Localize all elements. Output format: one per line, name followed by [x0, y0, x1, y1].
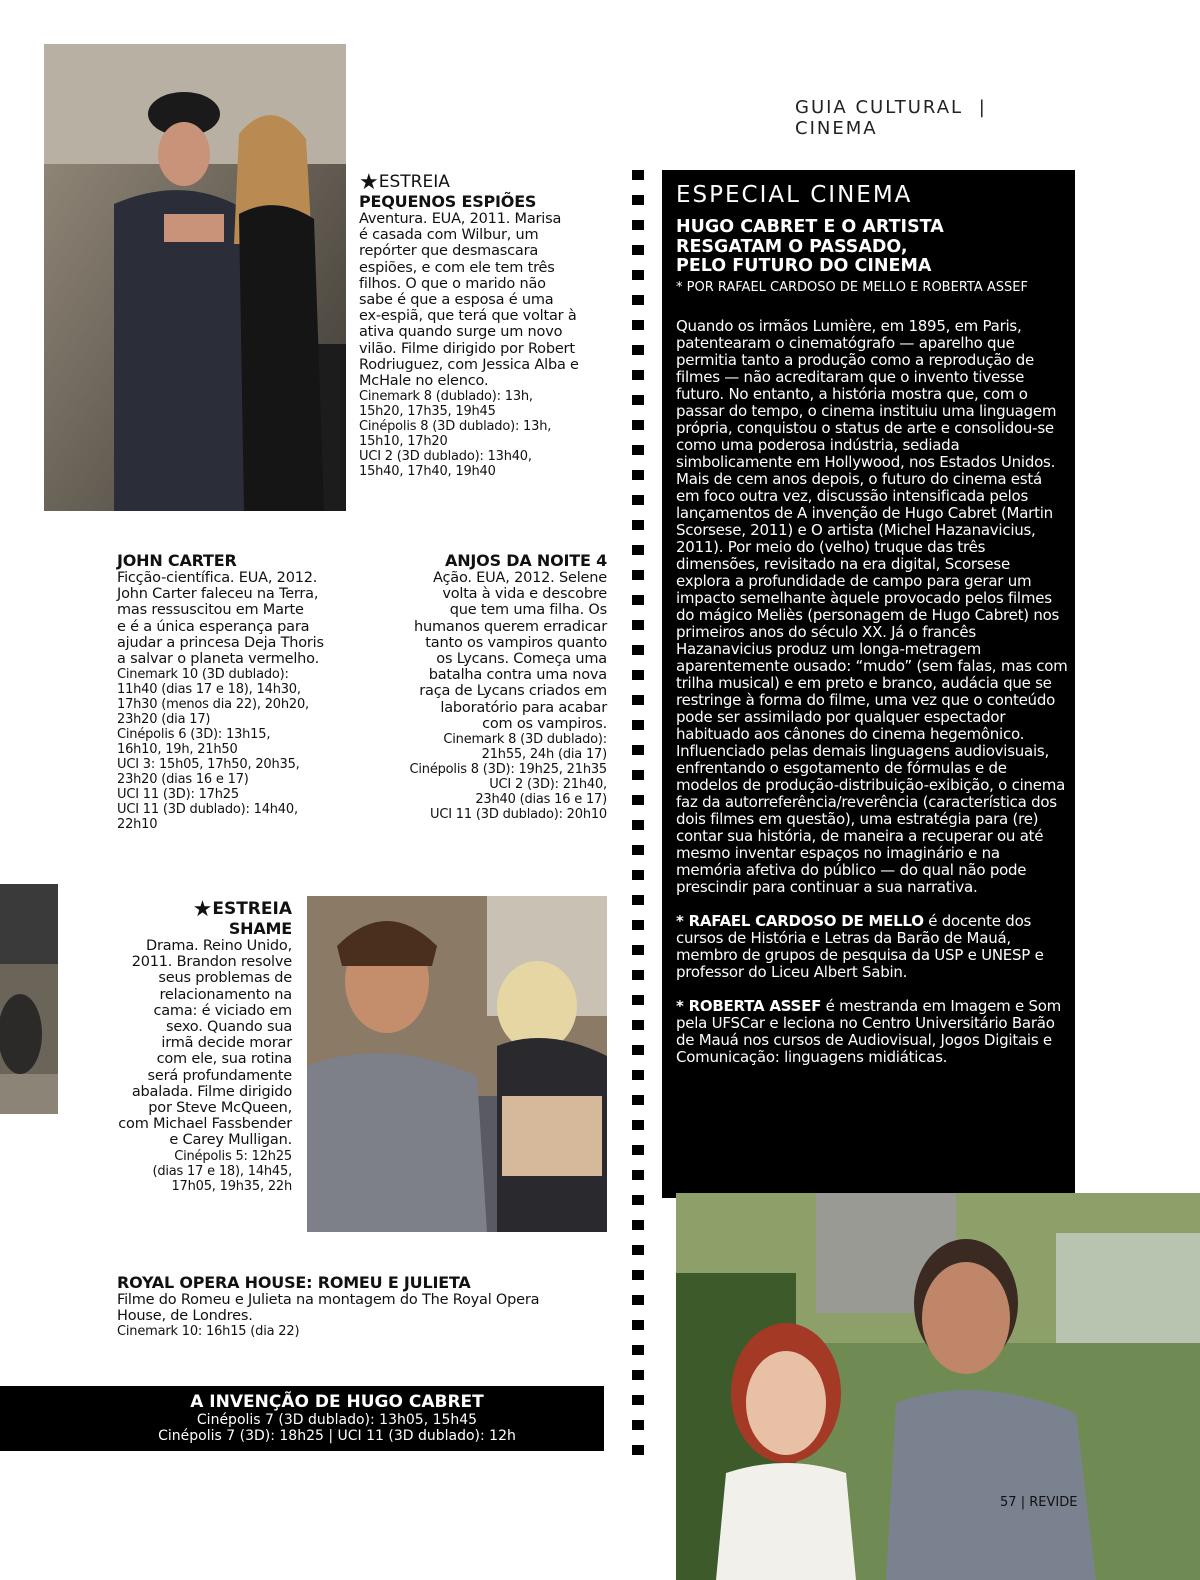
sprocket-hole [632, 720, 644, 730]
sprocket-hole [632, 445, 644, 455]
session-line: Cinépolis 5: 12h25 [174, 1148, 292, 1164]
session-line: Cinemark 8 (dublado): 13h, [359, 389, 533, 405]
sprocket-hole [632, 520, 644, 530]
synopsis-line: com ele, sua rotina [156, 1051, 292, 1068]
session-line: Cinemark 10: 16h15 (dia 22) [117, 1324, 300, 1340]
movie-john-carter [117, 551, 357, 832]
sprocket-hole [632, 1420, 644, 1430]
session-line: UCI 11 (3D dublado): 14h40, [117, 802, 298, 818]
synopsis-line: Drama. Reino Unido, [145, 938, 292, 954]
page-footer [1000, 1495, 1077, 1510]
session-line: 17h30 (menos dia 22), 20h20, [117, 697, 309, 713]
movie-royal-opera-house [117, 1273, 607, 1339]
sprocket-hole [632, 770, 644, 780]
movie-sessions [80, 1149, 292, 1194]
star-icon: ★ [192, 897, 213, 922]
sprocket-hole [632, 745, 644, 755]
session-line: UCI 11 (3D dublado): 20h10 [430, 807, 607, 823]
sprocket-hole [632, 820, 644, 830]
session-line: 11h40 (dias 17 e 18), 14h30, [117, 682, 301, 698]
synopsis-line: e é a única esperança para [117, 618, 310, 635]
movie-sessions [117, 667, 357, 832]
star-icon: ★ [359, 170, 379, 195]
sprocket-hole [632, 395, 644, 405]
sprocket-hole [632, 1145, 644, 1155]
session-line: Cinépolis 8 (3D dublado): 13h, [359, 419, 552, 435]
session-line: UCI 3: 15h05, 17h50, 20h35, [117, 757, 300, 773]
synopsis-line: raça de Lycans criados em [419, 683, 607, 700]
section-sublabel: CINEMA [795, 118, 878, 139]
panel-kicker: ESPECIAL CINEMA [676, 182, 913, 208]
synopsis-line: Rodriuguez, com Jessica Alba e [359, 356, 579, 373]
magazine-name: REVIDE [1029, 1495, 1078, 1510]
synopsis-line: espiões, e com ele tem três [359, 259, 555, 276]
sprocket-hole [632, 245, 644, 255]
session-line: UCI 2 (3D dublado): 13h40, [359, 449, 532, 465]
synopsis-line: por Steve McQueen, [148, 1100, 292, 1117]
movie-pequenos-espioes [359, 172, 599, 479]
synopsis-line: é casada com Wilbur, um [359, 227, 539, 244]
section-separator: | [978, 97, 987, 118]
movie-title: A INVENÇÃO DE HUGO CABRET [190, 1392, 484, 1412]
movie-synopsis [359, 211, 599, 389]
session-line: 23h20 (dias 16 e 17) [117, 772, 249, 788]
synopsis-line: os Lycans. Começa uma [436, 651, 607, 668]
session-line: 23h20 (dia 17) [117, 712, 211, 728]
synopsis-line: com Michael Fassbender [118, 1116, 292, 1133]
synopsis-line: relacionamento na [159, 986, 292, 1003]
sprocket-hole [632, 1220, 644, 1230]
article-paragraph: Quando os irmãos Lumière, em 1895, em Paris, patentearam o cinematógrafo — aparelho que permitia tanto a produção como a reprodução de filmes — não acreditaram que o invento tivesse futuro. No entanto, a história mostra que, com o passar do tempo, o cinema instituiu uma linguagem própria, conquistou o status de arte e consolidou-se como uma poderosa indústria, sediada simbolicamente em Hollywood, nos Estados Unidos. Mais de cem anos depois, o futuro do cinema está em foco outra vez, discussão intensificada pelos lançamentos de A invenção de Hugo Cabret (Martin Scorsese, 2011) e O artista (Michel Hazanavicius, 2011). Por meio do (velho) truque das três dimensões, revisitado na era digital, Scorsese explora a profundidade de campo para gerar um impacto semelhante àquele provocado pelos filmes do mágico Meliès (personagem de Hugo Cabret) nos primeiros anos do século XX. Já o francês Hazanavicius produz um longa-metragem aparentemente ousado: “mudo” (sem falas, mas com trilha musical) e em preto e branco, audácia que se restringe à forma do filme, uma vez que o conteúdo pode ser assimilado por qualquer espectador habituado aos cânones do cinema hegemônico. Influenciado pelas demais linguagens audiovisuais, enfrentando o esgotamento de fórmulas e de modelos de produção-distribuição-exibição, o cinema faz da autorreferência/reverência (característica dos dois filmes em questão), uma estratégia para (re) contar sua história, de maneira a recuperar ou até mesmo inventar espaços no imaginário e na memória afetiva do público — do qual não pode prescindir para continuar a sua narrativa. [676, 317, 1068, 896]
sprocket-hole [632, 345, 644, 355]
synopsis-line: abalada. Filme dirigido [131, 1083, 292, 1100]
sprocket-hole [632, 1170, 644, 1180]
sprocket-hole [632, 195, 644, 205]
movie-synopsis [117, 1292, 607, 1324]
movie-title: PEQUENOS ESPIÕES [359, 192, 537, 211]
synopsis-line: House, de Londres. [117, 1308, 253, 1325]
session-line: Cinemark 8 (3D dublado): [443, 732, 607, 748]
page-number: 57 [1000, 1495, 1017, 1510]
synopsis-line: Aventura. EUA, 2011. Marisa [359, 211, 562, 227]
synopsis-line: a salvar o planeta vermelho. [117, 651, 319, 668]
footer-separator: | [1020, 1495, 1026, 1510]
sprocket-hole [632, 545, 644, 555]
sprocket-hole [632, 320, 644, 330]
sprocket-hole [632, 1045, 644, 1055]
session-line: 16h10, 19h, 21h50 [117, 742, 238, 758]
sprocket-hole [632, 595, 644, 605]
movie-synopsis [80, 938, 292, 1149]
session-line: Cinépolis 6 (3D): 13h15, [117, 727, 271, 743]
session-line: 17h05, 19h35, 22h [171, 1178, 292, 1194]
synopsis-line: e Carey Mulligan. [169, 1132, 292, 1149]
synopsis-line: McHale no elenco. [359, 373, 489, 390]
sprocket-hole [632, 1295, 644, 1305]
cropped-photo-left [0, 884, 58, 1114]
movie-anjos-da-noite-4 [365, 551, 607, 822]
sprocket-hole [632, 495, 644, 505]
synopsis-line: será profundamente [147, 1067, 292, 1084]
movie-sessions [359, 389, 599, 479]
sprocket-hole [632, 1070, 644, 1080]
session-line: 23h40 (dias 16 e 17) [475, 792, 607, 808]
synopsis-line: sexo. Quando sua [166, 1019, 292, 1036]
synopsis-line: filhos. O que o marido não [359, 275, 546, 292]
session-line: 21h55, 24h (dia 17) [481, 747, 607, 763]
synopsis-line: humanos querem erradicar [414, 618, 607, 635]
sprocket-hole [632, 870, 644, 880]
movie-title: ANJOS DA NOITE 4 [445, 551, 607, 570]
sprocket-hole [632, 1020, 644, 1030]
synopsis-line: que tem uma filha. Os [449, 602, 607, 619]
sprocket-hole [632, 1370, 644, 1380]
synopsis-line: Ação. EUA, 2012. Selene [433, 570, 607, 586]
sprocket-hole [632, 1320, 644, 1330]
synopsis-line: ativa quando surge um novo [359, 324, 563, 341]
author-bio [676, 913, 1068, 981]
panel-body [676, 318, 1068, 1083]
sprocket-hole [632, 1095, 644, 1105]
session-line: Cinépolis 8 (3D): 19h25, 21h35 [409, 762, 607, 778]
sprocket-hole [632, 1120, 644, 1130]
session-line: UCI 11 (3D): 17h25 [117, 787, 239, 803]
synopsis-line: seus problemas de [158, 970, 292, 987]
sprocket-hole [632, 570, 644, 580]
synopsis-line: Ficção-científica. EUA, 2012. [117, 570, 318, 586]
headline-line: RESGATAM O PASSADO, [676, 236, 908, 257]
synopsis-line: sabe é que a esposa é uma [359, 292, 554, 309]
sprocket-hole [632, 645, 644, 655]
session-line: Cinépolis 7 (3D): 18h25 | UCI 11 (3D dublado): 12h [158, 1428, 516, 1444]
author-bio [676, 998, 1068, 1066]
hugo-cabret-bar [0, 1386, 604, 1451]
section-header [795, 97, 1085, 139]
sprocket-hole [632, 895, 644, 905]
pequenos-espioes-photo [44, 44, 346, 511]
movie-synopsis [117, 570, 357, 667]
panel-byline: * POR RAFAEL CARDOSO DE MELLO E ROBERTA ASSEF [676, 280, 1028, 295]
synopsis-line: ajudar a princesa Deja Thoris [117, 634, 324, 651]
session-line: UCI 2 (3D): 21h40, [489, 777, 607, 793]
synopsis-line: John Carter faleceu na Terra, [117, 586, 319, 603]
sprocket-hole [632, 620, 644, 630]
sprocket-hole [632, 420, 644, 430]
session-line: Cinépolis 7 (3D dublado): 13h05, 15h45 [196, 1412, 478, 1428]
sprocket-hole [632, 1195, 644, 1205]
session-line: 15h40, 17h40, 19h40 [359, 464, 496, 480]
sprocket-hole [632, 1395, 644, 1405]
synopsis-line: irmã decide morar [161, 1035, 292, 1052]
headline-line: PELO FUTURO DO CINEMA [676, 256, 932, 276]
sprocket-hole [632, 270, 644, 280]
sprocket-hole [632, 1445, 644, 1455]
synopsis-line: mas ressuscitou em Marte [117, 602, 304, 619]
synopsis-line: vilão. Filme dirigido por Robert [359, 340, 575, 357]
sprocket-hole [632, 220, 644, 230]
session-line: 22h10 [117, 817, 158, 833]
synopsis-line: volta à vida e descobre [442, 586, 607, 603]
sprocket-hole [632, 1245, 644, 1255]
authors-photo [676, 1193, 1200, 1580]
sprocket-hole [632, 995, 644, 1005]
movie-title: SHAME [228, 919, 292, 938]
synopsis-line: com os vampiros. [482, 715, 607, 732]
synopsis-line: ex-espiã, que terá que voltar à [359, 308, 577, 325]
sprocket-hole [632, 1270, 644, 1280]
session-line: 15h20, 17h35, 19h45 [359, 404, 496, 420]
synopsis-line: tanto os vampiros quanto [425, 634, 607, 651]
synopsis-line: Filme do Romeu e Julieta na montagem do The Royal Opera [117, 1292, 540, 1308]
author-bio-text: é mestranda em Imagem e Som pela UFSCar e leciona no Centro Universitário Barão de Mauá nos cursos de Audiovisual, Jogos Digitais e Comunicação: linguagens midiáticas. [676, 997, 1062, 1066]
sprocket-hole [632, 970, 644, 980]
sprocket-hole [632, 795, 644, 805]
author-name: * ROBERTA ASSEF [676, 997, 822, 1015]
sprocket-hole [632, 470, 644, 480]
premiere-tag: ESTREIA [378, 172, 450, 192]
sprocket-hole [632, 670, 644, 680]
panel-headline [676, 218, 1066, 277]
movie-shame [80, 899, 292, 1194]
premiere-tag: ESTREIA [212, 899, 292, 919]
movie-sessions [117, 1324, 607, 1339]
session-line: Cinemark 10 (3D dublado): [117, 667, 289, 683]
sprocket-hole [632, 945, 644, 955]
shame-photo [307, 896, 607, 1232]
synopsis-line: laboratório para acabar [440, 699, 607, 716]
session-line: (dias 17 e 18), 14h45, [152, 1163, 292, 1179]
sprocket-hole [632, 295, 644, 305]
sprocket-hole [632, 170, 644, 180]
movie-title: JOHN CARTER [117, 551, 237, 570]
movie-title: ROYAL OPERA HOUSE: ROMEU E JULIETA [117, 1273, 471, 1292]
author-bio-text: é docente dos cursos de História e Letras da Barão de Mauá, membro de grupos de pesquisa da USP e UNESP e professor do Liceu Albert Sabin. [676, 912, 1044, 981]
synopsis-line: 2011. Brandon resolve [131, 954, 292, 971]
especial-cinema-panel [662, 170, 1075, 1198]
synopsis-line: repórter que desmascara [359, 243, 539, 260]
section-label: GUIA CULTURAL [795, 97, 964, 118]
sprocket-hole [632, 920, 644, 930]
movie-sessions [365, 732, 607, 822]
sprocket-hole [632, 370, 644, 380]
session-line: 15h10, 17h20 [359, 434, 448, 450]
author-name: * RAFAEL CARDOSO DE MELLO [676, 912, 924, 930]
sprocket-hole [632, 845, 644, 855]
sprocket-hole [632, 695, 644, 705]
synopsis-line: cama: é viciado em [153, 1002, 292, 1019]
synopsis-line: batalha contra uma nova [428, 667, 607, 684]
movie-synopsis [365, 570, 607, 732]
sprocket-hole [632, 1345, 644, 1355]
headline-line: HUGO CABRET E O ARTISTA [676, 217, 944, 237]
